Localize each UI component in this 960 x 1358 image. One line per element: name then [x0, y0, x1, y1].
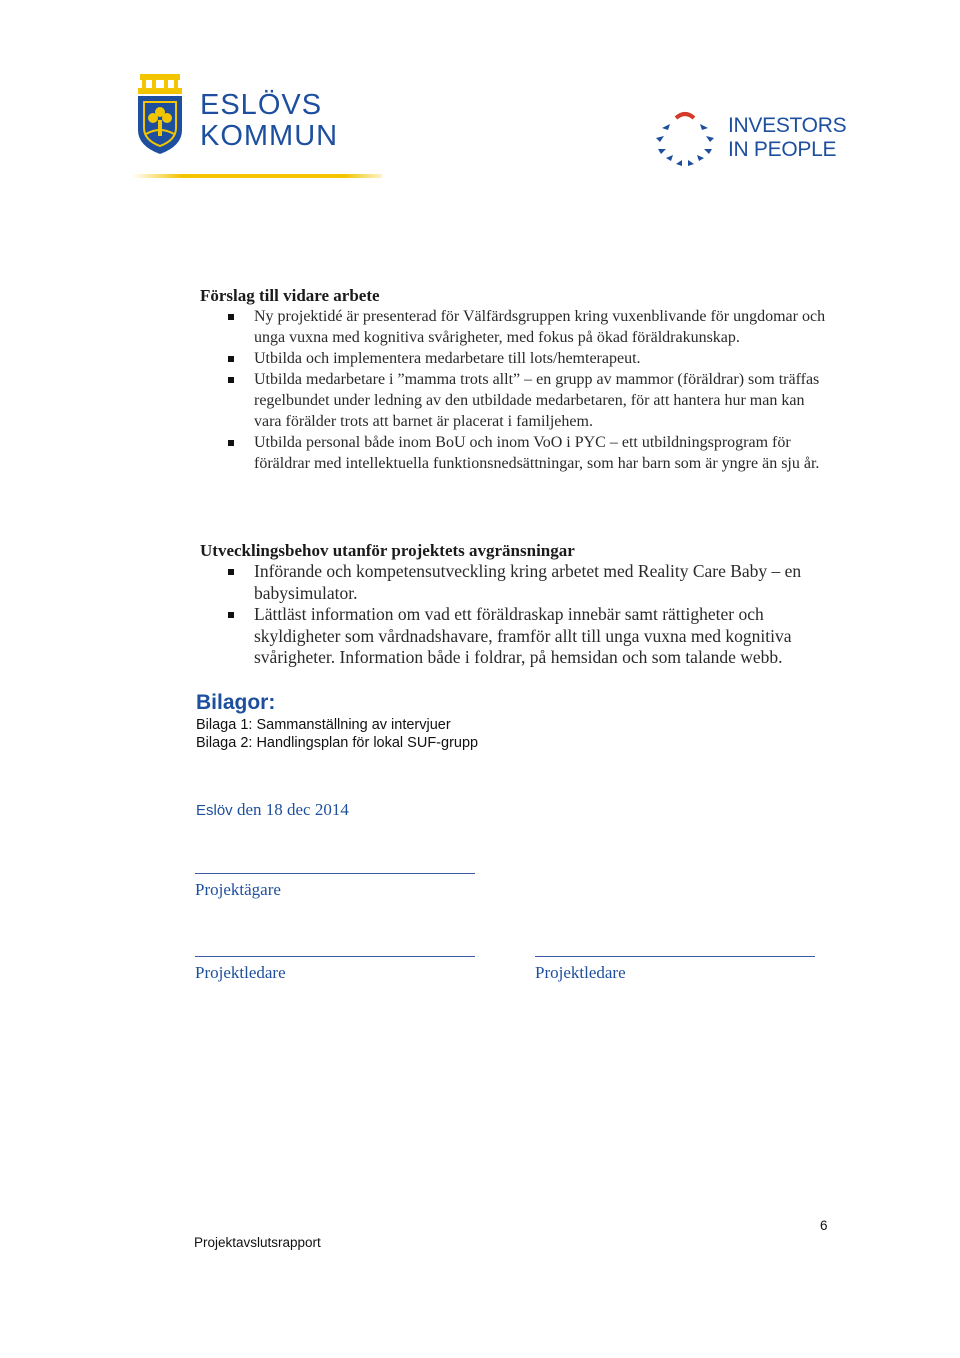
municipality-name-line2: KOMMUN [200, 120, 339, 152]
signature-label: Projektledare [535, 963, 626, 982]
signature-line [195, 956, 475, 957]
list-item-text: Införande och kompetensutveckling kring arbetet med Reality Care Baby – en babysimulator. [254, 561, 802, 603]
signature-line [195, 873, 475, 874]
date-text: den 18 dec 2014 [232, 800, 349, 819]
logo-underline [132, 174, 382, 178]
list-item-text: Utbilda personal både inom BoU och inom VoO i PYC – ett utbildningsprogram för föräldrar med intellektuella funktionsnedsättningar, som har barn som är yngre än sju år. [254, 434, 820, 472]
list-item-text: Utbilda och implementera medarbetare till lots/hemterapeut. [254, 350, 641, 367]
section-heading: Förslag till vidare arbete [200, 286, 380, 305]
bullet-icon [228, 356, 234, 362]
bullet-icon [228, 569, 234, 575]
list-item [200, 369, 830, 432]
attachments [196, 690, 696, 752]
iip-text [728, 114, 846, 162]
iip-line2: IN PEOPLE [728, 138, 837, 161]
section-heading: Utvecklingsbehov utanför projektets avgränsningar [200, 541, 575, 560]
page-number: 6 [820, 1218, 828, 1233]
bullet-icon [228, 314, 234, 320]
municipality-name-line1: ESLÖVS [200, 89, 323, 121]
list-item [200, 432, 830, 474]
municipality-logo [132, 72, 382, 182]
footer-document-name: Projektavslutsrapport [194, 1235, 321, 1250]
place-city: Eslöv [196, 802, 233, 819]
signature-leader-1 [195, 956, 475, 983]
signature-label: Projektledare [195, 963, 286, 982]
signature-line [535, 956, 815, 957]
list-item-text: Lättläst information om vad ett föräldraskap innebär samt rättigheter och skyldigheter som vårdnadshavare, framför allt till unga vuxna med kognitiva svårigheter. Information både i foldrar, på hemsidan och som talande webb. [254, 604, 792, 667]
list-item [200, 561, 830, 604]
list-item-text: Ny projektidé är presenterad för Välfärdsgruppen kring vuxenblivande för ungdomar och unga vuxna med kognitiva svårigheter, med fokus på ökad föräldrakunskap. [254, 308, 826, 346]
municipality-name [200, 90, 338, 152]
section-development-needs [200, 540, 830, 669]
iip-line1: INVESTORS [728, 114, 847, 137]
signature-owner [195, 873, 475, 900]
laurel-ring-icon [650, 108, 720, 170]
investors-in-people-logo [650, 108, 860, 168]
bullet-list [200, 306, 830, 474]
list-item [200, 348, 830, 369]
attachment-item: Bilaga 2: Handlingsplan för lokal SUF-grupp [196, 735, 479, 751]
signature-label: Projektägare [195, 880, 281, 899]
bullet-icon [228, 612, 234, 618]
list-item [200, 306, 830, 348]
coat-of-arms-icon [132, 72, 188, 156]
attachment-item: Bilaga 1: Sammanställning av intervjuer [196, 717, 451, 733]
bullet-icon [228, 377, 234, 383]
bullet-list [200, 561, 830, 669]
section-further-work [200, 285, 830, 474]
list-item-text: Utbilda medarbetare i ”mamma trots allt” – en grupp av mammor (föräldrar) som träffas regelbundet under ledning av den utbildade medarbetaren, för att hantera hur man kan vara förälder trots att barnet är placerat i familjehem. [254, 371, 820, 430]
attachments-title: Bilagor: [196, 691, 276, 714]
place-date [196, 800, 349, 820]
list-item [200, 604, 830, 669]
signature-leader-2 [535, 956, 815, 983]
bullet-icon [228, 440, 234, 446]
